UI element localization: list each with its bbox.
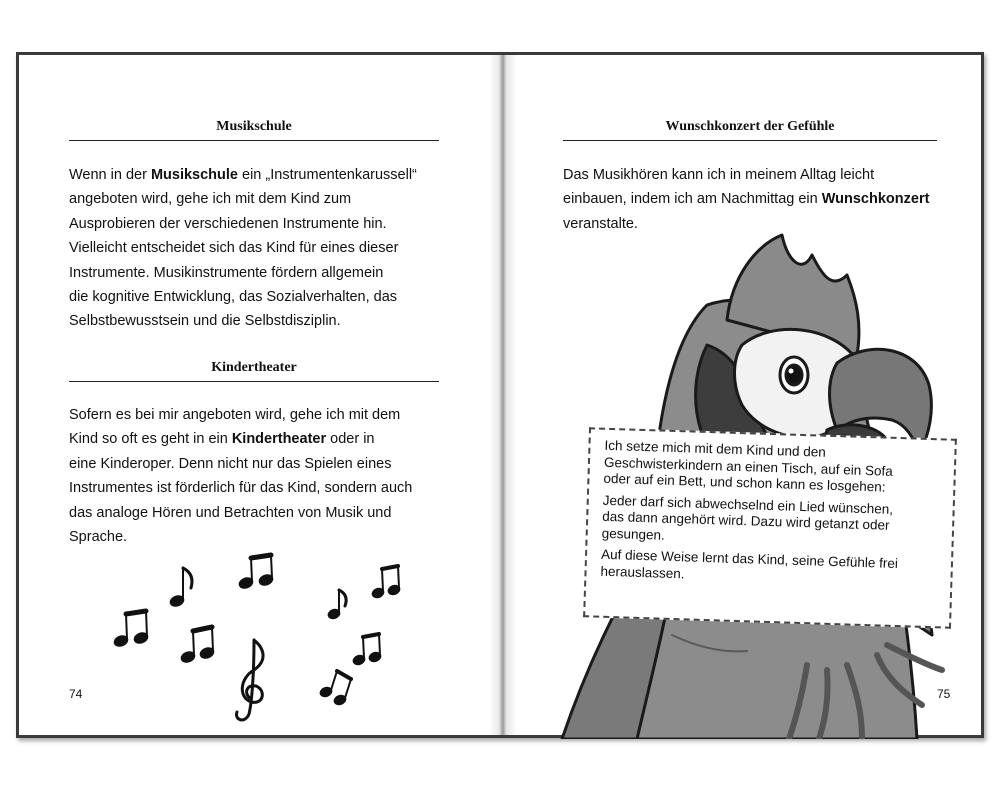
heading-rule [563, 140, 937, 141]
paragraph-musikschule: Wenn in der Musikschule ein „Instrumentenkarussell“ angeboten wird, gehe ich mit dem Kind zum Ausprobieren der verschiedenen Instrumente hin. Vielleicht entscheidet sich das Kind für eines dieser Instrumente. Musikinstrumente fördern allgemein die kognitive Entwicklung, das Sozialverhalten, das Selbstbewusstsein und die Selbstdisziplin. [69, 167, 417, 330]
paragraph-wunschkonzert: Das Musikhören kann ich in meinem Alltag leicht einbauen, indem ich am Nachmittag ein Wunschkonzert veranstalte. [563, 167, 930, 232]
callout-paragraph: Auf diese Weise lernt das Kind, seine Gefühle frei herauslassen. [600, 546, 899, 581]
left-page [19, 55, 489, 735]
heading-rule [69, 381, 439, 382]
page-number-right: 75 [937, 687, 951, 701]
heading-rule [69, 140, 439, 141]
section-heading-wunschkonzert: Wunschkonzert der Gefühle [665, 119, 835, 134]
bold-term: Kindertheater [231, 431, 327, 448]
book-gutter [489, 55, 517, 735]
music-notes-icon [104, 552, 434, 722]
right-page [517, 55, 981, 735]
bold-term: Musikschule [150, 167, 238, 183]
section-heading-kindertheater: Kindertheater [211, 360, 297, 375]
tip-callout-box [583, 427, 957, 628]
page-number-left: 74 [69, 687, 83, 701]
bold-term: Wunschkonzert [821, 191, 930, 208]
section-heading-musikschule: Musikschule [216, 119, 292, 134]
paragraph-kindertheater: Sofern es bei mir angeboten wird, gehe ich mit dem Kind so oft es geht in ein Kindertheater oder in eine Kinderoper. Denn nicht nur das Spielen eines Instrumentes ist förderlich für das Kind, sondern auch das analoge Hören und Betrachten von Musik und Sprache. [69, 407, 413, 546]
book-spread [16, 52, 984, 738]
callout-paragraph: Jeder darf sich abwechselnd ein Lied wünschen, das dann angehört wird. Dazu wird getanzt oder gesungen. [601, 492, 894, 543]
callout-paragraph: Ich setze mich mit dem Kind und den Geschwisterkindern an einen Tisch, auf ein Sofa oder auf ein Bett, und schon kann es losgehen: [603, 437, 894, 495]
